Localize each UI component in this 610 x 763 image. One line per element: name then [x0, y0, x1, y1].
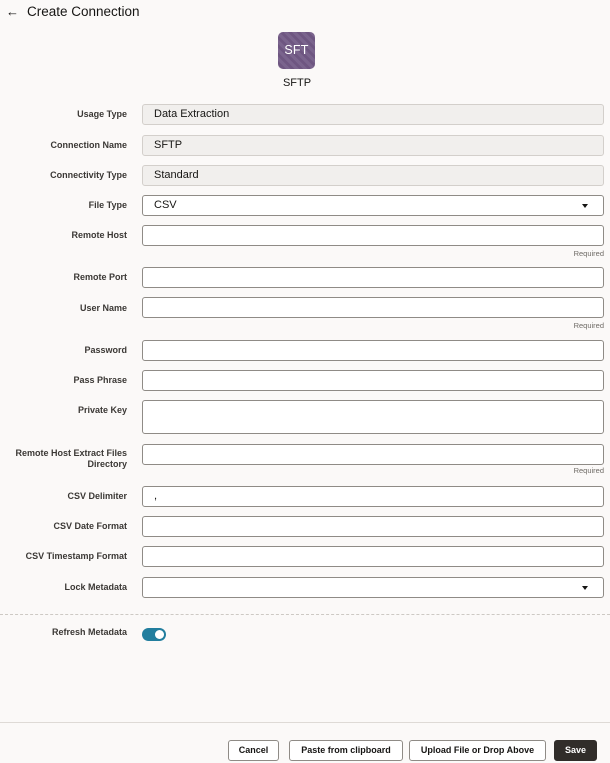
chevron-down-icon[interactable] — [582, 586, 588, 590]
left-arrow-icon[interactable]: ← — [6, 4, 19, 19]
page-header — [0, 0, 610, 26]
extract-directory-input[interactable] — [142, 444, 604, 465]
usage-type-field: Data Extraction — [142, 104, 604, 125]
file-type-value: CSV — [154, 199, 177, 211]
cancel-button[interactable]: Cancel — [228, 740, 279, 761]
user-name-required-hint: Required — [573, 321, 604, 330]
extract-directory-label-line2: Directory — [87, 459, 127, 469]
csv-timestamp-format-input[interactable] — [142, 546, 604, 567]
csv-date-format-input[interactable] — [142, 516, 604, 537]
section-divider — [0, 614, 610, 615]
file-type-select[interactable] — [142, 195, 604, 216]
footer-divider — [0, 722, 610, 723]
page-title: Create Connection — [27, 4, 140, 19]
csv-delimiter-input[interactable]: , — [142, 486, 604, 507]
extract-directory-required-hint: Required — [573, 466, 604, 475]
paste-from-clipboard-button[interactable]: Paste from clipboard — [289, 740, 403, 761]
upload-file-button[interactable]: Upload File or Drop Above — [409, 740, 546, 761]
password-input[interactable] — [142, 340, 604, 361]
remote-port-label: Remote Port — [73, 272, 127, 282]
remote-port-input[interactable] — [142, 267, 604, 288]
password-label: Password — [84, 345, 127, 355]
remote-host-required-hint: Required — [573, 249, 604, 258]
sftp-logo: SFT — [278, 32, 315, 69]
connection-name-label: Connection Name — [50, 140, 127, 150]
connection-name-field: SFTP — [142, 135, 604, 156]
private-key-textarea[interactable] — [142, 400, 604, 434]
user-name-label: User Name — [79, 303, 127, 313]
lock-metadata-select[interactable] — [142, 577, 604, 598]
connectivity-type-label: Connectivity Type — [50, 170, 127, 180]
remote-host-label: Remote Host — [71, 230, 127, 240]
connector-name: SFTP — [282, 77, 312, 89]
csv-timestamp-format-label: CSV Timestamp Format — [25, 551, 127, 561]
file-type-label: File Type — [88, 200, 127, 210]
refresh-metadata-label: Refresh Metadata — [51, 627, 127, 637]
remote-host-input[interactable] — [142, 225, 604, 246]
csv-date-format-label: CSV Date Format — [53, 521, 127, 531]
user-name-input[interactable] — [142, 297, 604, 318]
save-button[interactable]: Save — [554, 740, 597, 761]
extract-directory-label-line1: Remote Host Extract Files — [15, 448, 127, 458]
private-key-label: Private Key — [77, 405, 127, 415]
chevron-down-icon[interactable] — [582, 204, 588, 208]
lock-metadata-label: Lock Metadata — [64, 582, 127, 592]
pass-phrase-label: Pass Phrase — [73, 375, 127, 385]
extract-directory-label — [0, 448, 127, 470]
csv-delimiter-label: CSV Delimiter — [67, 491, 127, 501]
toggle-knob — [155, 630, 164, 639]
connectivity-type-field: Standard — [142, 165, 604, 186]
pass-phrase-input[interactable] — [142, 370, 604, 391]
refresh-metadata-toggle[interactable] — [142, 628, 166, 641]
usage-type-label: Usage Type — [77, 109, 127, 119]
